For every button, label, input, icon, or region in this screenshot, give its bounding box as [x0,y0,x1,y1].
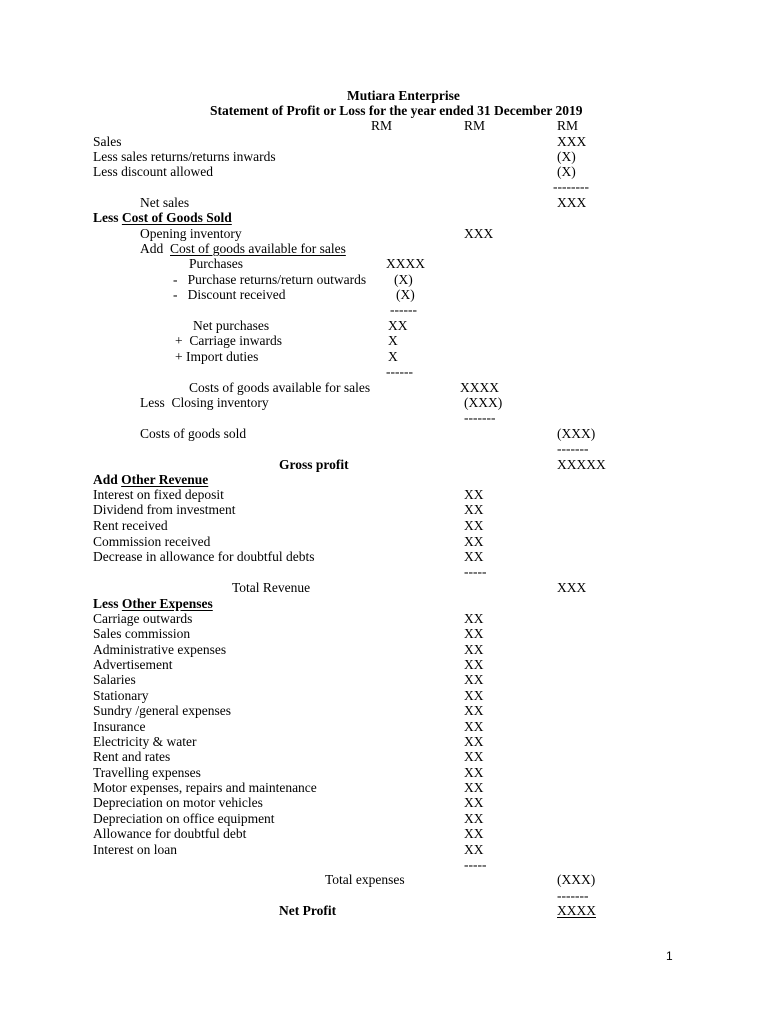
line-value-stationary: XX [464,688,484,703]
rule-cogas: ------ [386,364,413,379]
line-value-gross-profit: XXXXX [557,457,606,472]
line-value-dividend: XX [464,502,484,517]
line-value-sales: XXX [557,134,587,149]
line-label-decrease-allowance: Decrease in allowance for doubtful debts [93,549,315,564]
line-value-dep-motor: XX [464,795,484,810]
line-value-interest-loan: XX [464,842,484,857]
line-label-allowance-doubtful: Allowance for doubtful debt [93,826,247,841]
line-value-net-purchases: XX [388,318,408,333]
line-value-net-sales: XXX [557,195,587,210]
section-heading-cogs [93,210,232,225]
line-label-dividend: Dividend from investment [93,502,236,517]
line-value-sales-commission: XX [464,626,484,641]
rule-cogs: ------- [464,410,496,425]
line-label-interest-loan: Interest on loan [93,842,177,857]
line-value-carriage-outwards: XX [464,611,484,626]
line-label-import-duties: + Import duties [175,349,259,364]
line-label-advertisement: Advertisement [93,657,173,672]
line-label-discount-received: - Discount received [173,287,286,302]
company-name: Mutiara Enterprise [347,88,460,103]
line-label-dep-office: Depreciation on office equipment [93,811,275,826]
line-label-motor-expenses: Motor expenses, repairs and maintenance [93,780,317,795]
line-label-carriage-inwards: + Carriage inwards [175,333,282,348]
line-value-sundry-expenses: XX [464,703,484,718]
line-value-decrease-allowance: XX [464,549,484,564]
line-value-closing-inventory: (XXX) [464,395,503,410]
line-label-gross-profit: Gross profit [279,457,349,472]
column-header-rm-3: RM [557,118,579,133]
line-value-purchase-returns: (X) [394,272,413,287]
section-heading-other-expenses [93,596,213,611]
line-label-purchases: Purchases [189,256,243,271]
line-value-rent-rates: XX [464,749,484,764]
heading-title: Cost of Goods Sold [121,210,232,225]
line-value-cogs: (XXX) [557,426,596,441]
heading-title: Other Revenue [121,472,209,487]
line-label-purchase-returns: - Purchase returns/return outwards [173,272,367,287]
column-header-rm-2: RM [464,118,486,133]
rule-net-purchases: ------ [390,302,417,317]
line-value-insurance: XX [464,719,484,734]
line-value-discount-received: (X) [396,287,415,302]
column-header-rm-1: RM [371,118,393,133]
line-label-rent-rates: Rent and rates [93,749,171,764]
line-value-carriage-inwards: X [388,333,398,348]
line-label-net-profit: Net Profit [279,903,337,918]
line-value-dep-office: XX [464,811,484,826]
add-title: Cost of goods available for sales [170,241,346,256]
line-value-sales-returns: (X) [557,149,576,164]
line-label-interest-fd: Interest on fixed deposit [93,487,224,502]
line-label-closing-inventory: Less Closing inventory [140,395,269,410]
line-value-motor-expenses: XX [464,780,484,795]
line-label-opening-inventory: Opening inventory [140,226,242,241]
heading-title: Other Expenses [121,596,213,611]
line-label-dep-motor: Depreciation on motor vehicles [93,795,263,810]
rule-gross-profit: ------- [557,441,589,456]
section-heading-other-revenue [93,472,208,487]
line-label-cogas-total: Costs of goods available for sales [189,380,371,395]
rule-total-revenue: ----- [464,564,487,579]
line-value-rent-received: XX [464,518,484,533]
line-value-allowance-doubtful: XX [464,826,484,841]
line-label-commission-received: Commission received [93,534,211,549]
line-label-insurance: Insurance [93,719,146,734]
heading-prefix: Less [93,210,122,225]
heading-prefix: Less [93,596,122,611]
line-value-purchases: XXXX [386,256,425,271]
line-value-opening-inventory: XXX [464,226,494,241]
line-value-net-profit: XXXX [557,903,596,918]
line-value-interest-fd: XX [464,487,484,502]
line-label-net-purchases: Net purchases [193,318,270,333]
line-value-travelling: XX [464,765,484,780]
rule-net-profit: ------- [557,888,589,903]
line-label-admin-expenses: Administrative expenses [93,642,227,657]
line-value-cogas-total: XXXX [460,380,499,395]
line-value-total-revenue: XXX [557,580,587,595]
line-label-stationary: Stationary [93,688,149,703]
line-label-net-sales: Net sales [140,195,190,210]
line-value-advertisement: XX [464,657,484,672]
line-value-electricity-water: XX [464,734,484,749]
page-number: 1 [666,949,673,963]
heading-prefix: Add [93,472,122,487]
line-value-import-duties: X [388,349,398,364]
line-value-admin-expenses: XX [464,642,484,657]
line-add-cogas [140,241,346,256]
line-label-rent-received: Rent received [93,518,168,533]
line-label-carriage-outwards: Carriage outwards [93,611,193,626]
line-label-cogs: Costs of goods sold [140,426,247,441]
line-label-salaries: Salaries [93,672,136,687]
line-value-commission-received: XX [464,534,484,549]
rule-net-sales: -------- [553,179,589,194]
line-label-sales-commission: Sales commission [93,626,191,641]
statement-title: Statement of Profit or Loss for the year ended 31 December 2019 [210,103,583,118]
line-label-discount-allowed: Less discount allowed [93,164,213,179]
line-value-total-expenses: (XXX) [557,872,596,887]
add-prefix: Add [140,241,170,256]
line-label-travelling: Travelling expenses [93,765,201,780]
line-label-sales: Sales [93,134,122,149]
line-label-sales-returns: Less sales returns/returns inwards [93,149,276,164]
line-value-salaries: XX [464,672,484,687]
line-value-discount-allowed: (X) [557,164,576,179]
line-label-total-expenses: Total expenses [325,872,405,887]
rule-total-expenses: ----- [464,857,487,872]
line-label-electricity-water: Electricity & water [93,734,197,749]
line-label-total-revenue: Total Revenue [232,580,311,595]
line-label-sundry-expenses: Sundry /general expenses [93,703,231,718]
